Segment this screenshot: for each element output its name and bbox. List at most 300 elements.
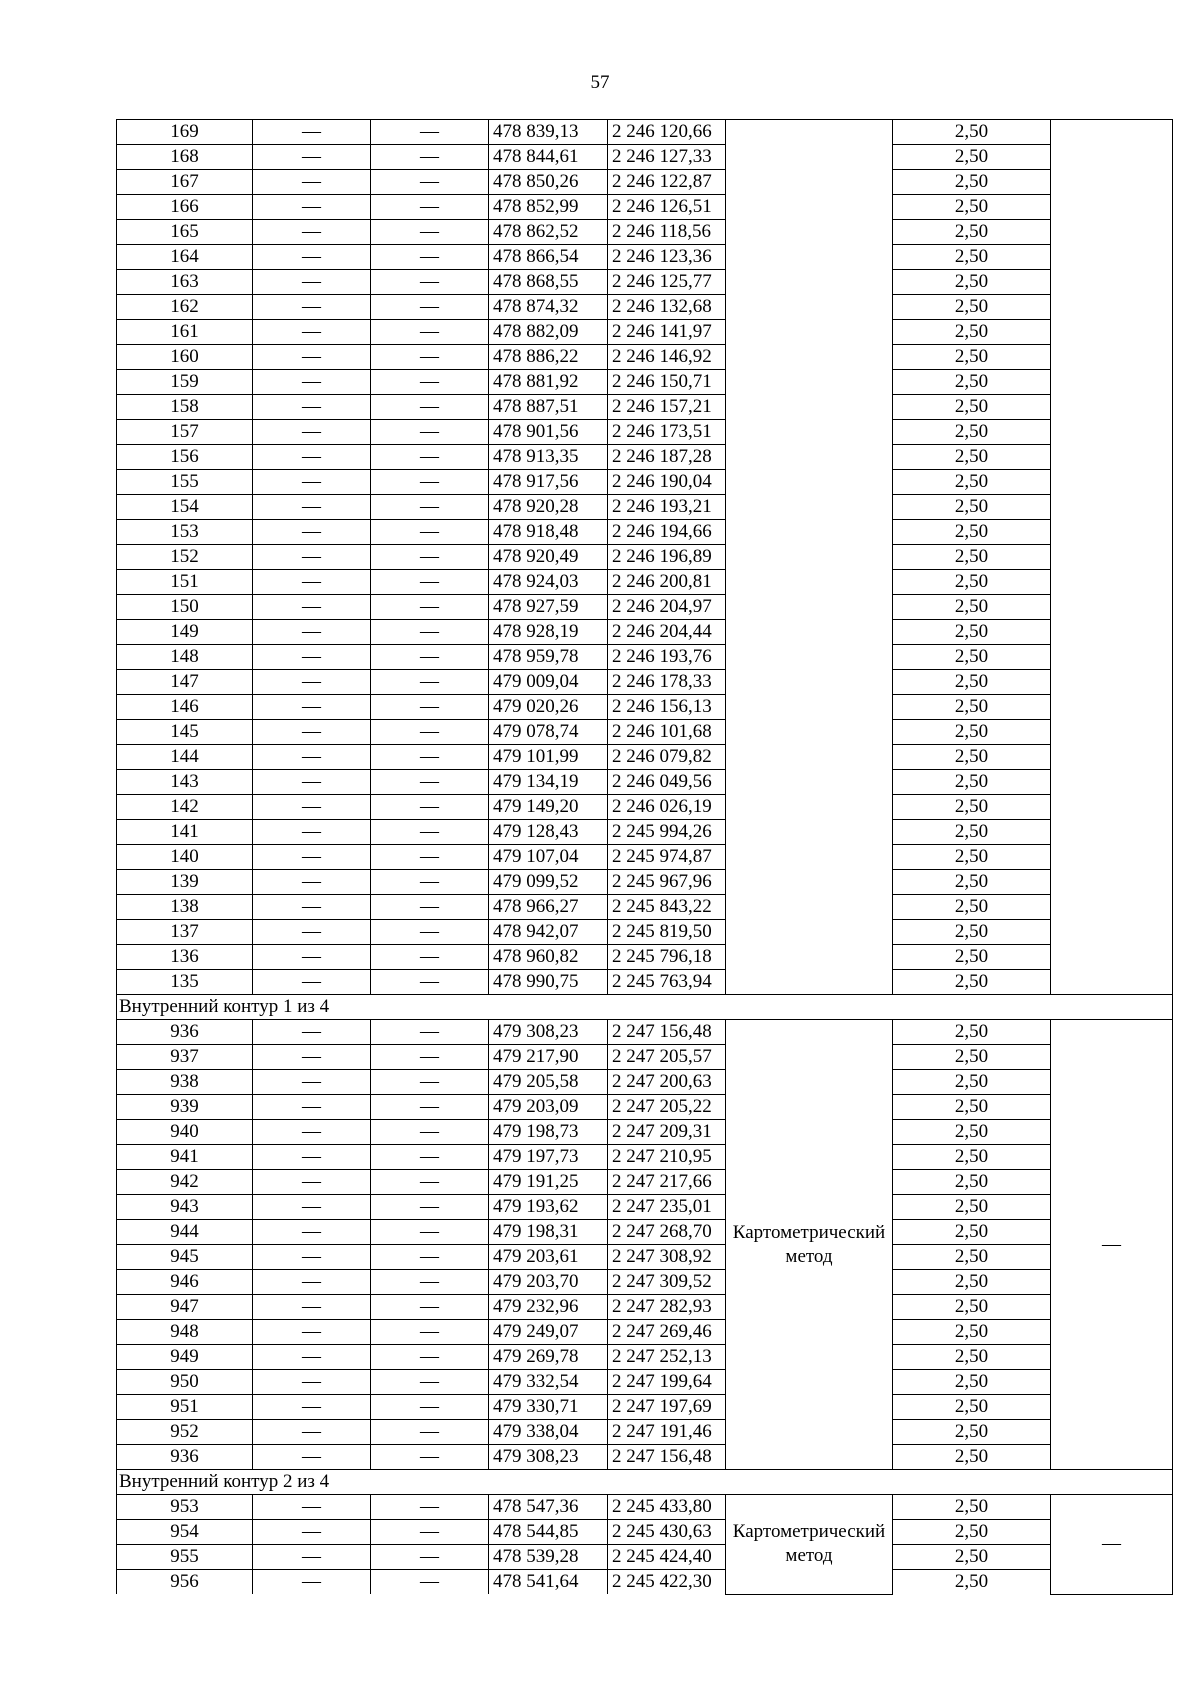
accuracy-cell: 2,50 [893,1395,1051,1420]
y-coordinate-cell: 2 247 269,46 [608,1320,726,1345]
dash-cell: — [371,295,489,320]
y-coordinate-cell: 2 246 193,76 [608,645,726,670]
dash-cell: — [253,1195,371,1220]
dash-cell: — [371,245,489,270]
accuracy-cell: 2,50 [893,1445,1051,1470]
dash-cell: — [371,1095,489,1120]
y-coordinate-cell: 2 246 200,81 [608,570,726,595]
dash-cell: — [253,870,371,895]
y-coordinate-cell: 2 246 178,33 [608,670,726,695]
point-number-cell: 139 [117,870,253,895]
point-number-cell: 955 [117,1545,253,1570]
y-coordinate-cell: 2 246 049,56 [608,770,726,795]
table-row [117,1545,1173,1570]
table-row [117,1495,1173,1520]
x-coordinate-cell: 478 852,99 [489,195,608,220]
accuracy-cell: 2,50 [893,395,1051,420]
dash-cell: — [253,1070,371,1095]
table-row [117,1120,1173,1145]
accuracy-cell: 2,50 [893,1420,1051,1445]
point-number-cell: 954 [117,1520,253,1545]
x-coordinate-cell: 478 862,52 [489,220,608,245]
point-number-cell: 163 [117,270,253,295]
point-number-cell: 167 [117,170,253,195]
accuracy-cell: 2,50 [893,1220,1051,1245]
dash-cell: — [253,595,371,620]
dash-cell: — [253,920,371,945]
dash-cell: — [253,220,371,245]
dash-cell: — [253,1220,371,1245]
dash-cell: — [253,695,371,720]
dash-cell: — [371,1070,489,1095]
table-row [117,395,1173,420]
table-row [117,670,1173,695]
method-cell: Картометрический метод [726,1495,893,1595]
table-row [117,920,1173,945]
y-coordinate-cell: 2 246 101,68 [608,720,726,745]
accuracy-cell: 2,50 [893,220,1051,245]
table-row [117,1095,1173,1120]
dash-cell: — [371,720,489,745]
dash-cell: — [253,1370,371,1395]
point-number-cell: 947 [117,1295,253,1320]
dash-cell: — [253,1445,371,1470]
dash-cell: — [253,1545,371,1570]
dash-cell: — [253,470,371,495]
point-number-cell: 938 [117,1070,253,1095]
x-coordinate-cell: 479 217,90 [489,1045,608,1070]
dash-cell: — [371,1295,489,1320]
y-coordinate-cell: 2 246 190,04 [608,470,726,495]
dash-cell: — [371,120,489,145]
dash-cell: — [371,1445,489,1470]
y-coordinate-cell: 2 246 079,82 [608,745,726,770]
accuracy-cell: 2,50 [893,445,1051,470]
table-row [117,1145,1173,1170]
y-coordinate-cell: 2 246 132,68 [608,295,726,320]
point-number-cell: 936 [117,1445,253,1470]
y-coordinate-cell: 2 246 173,51 [608,420,726,445]
y-coordinate-cell: 2 247 235,01 [608,1195,726,1220]
point-number-cell: 159 [117,370,253,395]
y-coordinate-cell: 2 245 422,30 [608,1570,726,1595]
table-row [117,1220,1173,1245]
x-coordinate-cell: 478 918,48 [489,520,608,545]
point-number-cell: 141 [117,820,253,845]
dash-cell: — [371,1320,489,1345]
point-number-cell: 158 [117,395,253,420]
note-cell [1051,120,1173,995]
dash-cell: — [371,770,489,795]
x-coordinate-cell: 478 839,13 [489,120,608,145]
accuracy-cell: 2,50 [893,645,1051,670]
y-coordinate-cell: 2 245 974,87 [608,845,726,870]
section-title: Внутренний контур 2 из 4 [117,1470,1173,1495]
point-number-cell: 951 [117,1395,253,1420]
x-coordinate-cell: 478 920,49 [489,545,608,570]
accuracy-cell: 2,50 [893,1570,1051,1595]
y-coordinate-cell: 2 246 156,13 [608,695,726,720]
dash-cell: — [371,195,489,220]
point-number-cell: 945 [117,1245,253,1270]
table-row [117,120,1173,145]
accuracy-cell: 2,50 [893,820,1051,845]
table-row [117,520,1173,545]
point-number-cell: 949 [117,1345,253,1370]
dash-cell: — [371,1345,489,1370]
y-coordinate-cell: 2 247 199,64 [608,1370,726,1395]
x-coordinate-cell: 478 960,82 [489,945,608,970]
table-row [117,720,1173,745]
point-number-cell: 166 [117,195,253,220]
accuracy-cell: 2,50 [893,120,1051,145]
dash-cell: — [253,295,371,320]
dash-cell: — [371,395,489,420]
y-coordinate-cell: 2 246 141,97 [608,320,726,345]
x-coordinate-cell: 479 078,74 [489,720,608,745]
point-number-cell: 168 [117,145,253,170]
dash-cell: — [253,395,371,420]
accuracy-cell: 2,50 [893,970,1051,995]
x-coordinate-cell: 479 332,54 [489,1370,608,1395]
dash-cell: — [253,970,371,995]
y-coordinate-cell: 2 245 819,50 [608,920,726,945]
y-coordinate-cell: 2 246 120,66 [608,120,726,145]
table-row [117,745,1173,770]
accuracy-cell: 2,50 [893,945,1051,970]
table-row [117,495,1173,520]
dash-cell: — [253,1345,371,1370]
accuracy-cell: 2,50 [893,695,1051,720]
dash-cell: — [371,320,489,345]
y-coordinate-cell: 2 247 252,13 [608,1345,726,1370]
dash-cell: — [253,145,371,170]
x-coordinate-cell: 479 107,04 [489,845,608,870]
dash-cell: — [371,345,489,370]
dash-cell: — [371,1545,489,1570]
dash-cell: — [253,1295,371,1320]
dash-cell: — [253,670,371,695]
table-row [117,770,1173,795]
table-row [117,220,1173,245]
dash-cell: — [253,245,371,270]
point-number-cell: 148 [117,645,253,670]
x-coordinate-cell: 479 197,73 [489,1145,608,1170]
x-coordinate-cell: 478 901,56 [489,420,608,445]
point-number-cell: 150 [117,595,253,620]
dash-cell: — [253,1495,371,1520]
dash-cell: — [253,1395,371,1420]
accuracy-cell: 2,50 [893,495,1051,520]
accuracy-cell: 2,50 [893,245,1051,270]
accuracy-cell: 2,50 [893,1195,1051,1220]
table-row [117,195,1173,220]
x-coordinate-cell: 478 959,78 [489,645,608,670]
dash-cell: — [371,620,489,645]
dash-cell: — [371,1370,489,1395]
table-row [117,270,1173,295]
y-coordinate-cell: 2 245 843,22 [608,895,726,920]
accuracy-cell: 2,50 [893,1120,1051,1145]
dash-cell: — [371,170,489,195]
x-coordinate-cell: 478 887,51 [489,395,608,420]
method-cell [726,120,893,995]
dash-cell: — [371,820,489,845]
x-coordinate-cell: 479 203,70 [489,1270,608,1295]
x-coordinate-cell: 478 850,26 [489,170,608,195]
accuracy-cell: 2,50 [893,1345,1051,1370]
table-row [117,470,1173,495]
table-row [117,370,1173,395]
dash-cell: — [253,1520,371,1545]
dash-cell: — [371,270,489,295]
dash-cell: — [253,645,371,670]
accuracy-cell: 2,50 [893,1095,1051,1120]
point-number-cell: 165 [117,220,253,245]
section-title: Внутренний контур 1 из 4 [117,995,1173,1020]
y-coordinate-cell: 2 246 126,51 [608,195,726,220]
method-cell: Картометрический метод [726,1020,893,1470]
table-row [117,570,1173,595]
point-number-cell: 149 [117,620,253,645]
x-coordinate-cell: 478 920,28 [489,495,608,520]
y-coordinate-cell: 2 247 309,52 [608,1270,726,1295]
y-coordinate-cell: 2 247 308,92 [608,1245,726,1270]
accuracy-cell: 2,50 [893,345,1051,370]
dash-cell: — [253,1045,371,1070]
dash-cell: — [253,1245,371,1270]
dash-cell: — [253,120,371,145]
dash-cell: — [253,495,371,520]
dash-cell: — [371,845,489,870]
dash-cell: — [253,195,371,220]
x-coordinate-cell: 478 541,64 [489,1570,608,1595]
x-coordinate-cell: 478 917,56 [489,470,608,495]
dash-cell: — [371,495,489,520]
table-row [117,795,1173,820]
table-row [117,845,1173,870]
dash-cell: — [371,745,489,770]
table-row [117,245,1173,270]
dash-cell: — [371,545,489,570]
y-coordinate-cell: 2 246 196,89 [608,545,726,570]
accuracy-cell: 2,50 [893,720,1051,745]
x-coordinate-cell: 479 198,73 [489,1120,608,1145]
dash-cell: — [253,1270,371,1295]
x-coordinate-cell: 479 308,23 [489,1020,608,1045]
dash-cell: — [371,645,489,670]
accuracy-cell: 2,50 [893,870,1051,895]
accuracy-cell: 2,50 [893,295,1051,320]
point-number-cell: 160 [117,345,253,370]
dash-cell: — [253,720,371,745]
table-row [117,545,1173,570]
table-row [117,170,1173,195]
x-coordinate-cell: 479 134,19 [489,770,608,795]
dash-cell: — [371,670,489,695]
table-row [117,445,1173,470]
dash-cell: — [371,920,489,945]
accuracy-cell: 2,50 [893,420,1051,445]
y-coordinate-cell: 2 246 204,44 [608,620,726,645]
page-number: 57 [590,72,610,93]
point-number-cell: 144 [117,745,253,770]
point-number-cell: 140 [117,845,253,870]
dash-cell: — [371,1495,489,1520]
dash-cell: — [253,820,371,845]
x-coordinate-cell: 478 966,27 [489,895,608,920]
x-coordinate-cell: 479 232,96 [489,1295,608,1320]
x-coordinate-cell: 479 149,20 [489,795,608,820]
point-number-cell: 143 [117,770,253,795]
accuracy-cell: 2,50 [893,795,1051,820]
table-row [117,1245,1173,1270]
x-coordinate-cell: 479 338,04 [489,1420,608,1445]
section-header-row [117,1470,1173,1495]
table-row [117,1170,1173,1195]
y-coordinate-cell: 2 247 156,48 [608,1445,726,1470]
x-coordinate-cell: 478 544,85 [489,1520,608,1545]
dash-cell: — [371,795,489,820]
x-coordinate-cell: 479 191,25 [489,1170,608,1195]
dash-cell: — [253,445,371,470]
y-coordinate-cell: 2 247 191,46 [608,1420,726,1445]
dash-cell: — [253,945,371,970]
point-number-cell: 169 [117,120,253,145]
accuracy-cell: 2,50 [893,1045,1051,1070]
dash-cell: — [253,520,371,545]
dash-cell: — [253,1095,371,1120]
x-coordinate-cell: 479 203,61 [489,1245,608,1270]
table-row [117,645,1173,670]
x-coordinate-cell: 479 198,31 [489,1220,608,1245]
dash-cell: — [371,220,489,245]
table-row [117,970,1173,995]
point-number-cell: 944 [117,1220,253,1245]
accuracy-cell: 2,50 [893,1245,1051,1270]
dash-cell: — [371,1420,489,1445]
table-row [117,145,1173,170]
accuracy-cell: 2,50 [893,670,1051,695]
dash-cell: — [371,1195,489,1220]
y-coordinate-cell: 2 245 433,80 [608,1495,726,1520]
x-coordinate-cell: 478 990,75 [489,970,608,995]
table-row [117,1520,1173,1545]
x-coordinate-cell: 479 308,23 [489,1445,608,1470]
x-coordinate-cell: 478 866,54 [489,245,608,270]
table-row [117,1195,1173,1220]
dash-cell: — [371,470,489,495]
dash-cell: — [253,1420,371,1445]
y-coordinate-cell: 2 246 127,33 [608,145,726,170]
y-coordinate-cell: 2 246 194,66 [608,520,726,545]
x-coordinate-cell: 478 881,92 [489,370,608,395]
table-row [117,1070,1173,1095]
table-row [117,345,1173,370]
point-number-cell: 946 [117,1270,253,1295]
x-coordinate-cell: 479 203,09 [489,1095,608,1120]
point-number-cell: 952 [117,1420,253,1445]
x-coordinate-cell: 478 942,07 [489,920,608,945]
dash-cell: — [371,1395,489,1420]
accuracy-cell: 2,50 [893,1020,1051,1045]
point-number-cell: 936 [117,1020,253,1045]
accuracy-cell: 2,50 [893,520,1051,545]
x-coordinate-cell: 478 924,03 [489,570,608,595]
dash-cell: — [253,745,371,770]
accuracy-cell: 2,50 [893,270,1051,295]
dash-cell: — [253,1120,371,1145]
accuracy-cell: 2,50 [893,770,1051,795]
dash-cell: — [253,1320,371,1345]
section-header-row [117,995,1173,1020]
accuracy-cell: 2,50 [893,1270,1051,1295]
table-row [117,1045,1173,1070]
x-coordinate-cell: 478 547,36 [489,1495,608,1520]
y-coordinate-cell: 2 247 205,57 [608,1045,726,1070]
point-number-cell: 136 [117,945,253,970]
accuracy-cell: 2,50 [893,320,1051,345]
point-number-cell: 942 [117,1170,253,1195]
accuracy-cell: 2,50 [893,145,1051,170]
x-coordinate-cell: 478 913,35 [489,445,608,470]
dash-cell: — [253,420,371,445]
dash-cell: — [371,870,489,895]
x-coordinate-cell: 479 249,07 [489,1320,608,1345]
x-coordinate-cell: 478 844,61 [489,145,608,170]
table-row [117,1570,1173,1595]
y-coordinate-cell: 2 247 210,95 [608,1145,726,1170]
table-row [117,1420,1173,1445]
y-coordinate-cell: 2 245 994,26 [608,820,726,845]
point-number-cell: 940 [117,1120,253,1145]
point-number-cell: 157 [117,420,253,445]
table-row [117,1445,1173,1470]
y-coordinate-cell: 2 246 123,36 [608,245,726,270]
point-number-cell: 151 [117,570,253,595]
y-coordinate-cell: 2 246 157,21 [608,395,726,420]
point-number-cell: 164 [117,245,253,270]
accuracy-cell: 2,50 [893,1295,1051,1320]
table-row [117,1345,1173,1370]
y-coordinate-cell: 2 247 205,22 [608,1095,726,1120]
note-cell: — [1051,1495,1173,1595]
table-row [117,945,1173,970]
table-row [117,1270,1173,1295]
point-number-cell: 939 [117,1095,253,1120]
dash-cell: — [253,320,371,345]
accuracy-cell: 2,50 [893,1070,1051,1095]
x-coordinate-cell: 478 886,22 [489,345,608,370]
accuracy-cell: 2,50 [893,1320,1051,1345]
dash-cell: — [371,595,489,620]
dash-cell: — [371,570,489,595]
point-number-cell: 147 [117,670,253,695]
point-number-cell: 948 [117,1320,253,1345]
accuracy-cell: 2,50 [893,470,1051,495]
accuracy-cell: 2,50 [893,1170,1051,1195]
x-coordinate-cell: 478 882,09 [489,320,608,345]
x-coordinate-cell: 479 099,52 [489,870,608,895]
accuracy-cell: 2,50 [893,370,1051,395]
accuracy-cell: 2,50 [893,195,1051,220]
x-coordinate-cell: 478 868,55 [489,270,608,295]
dash-cell: — [371,1020,489,1045]
dash-cell: — [371,1520,489,1545]
point-number-cell: 138 [117,895,253,920]
dash-cell: — [253,770,371,795]
point-number-cell: 162 [117,295,253,320]
